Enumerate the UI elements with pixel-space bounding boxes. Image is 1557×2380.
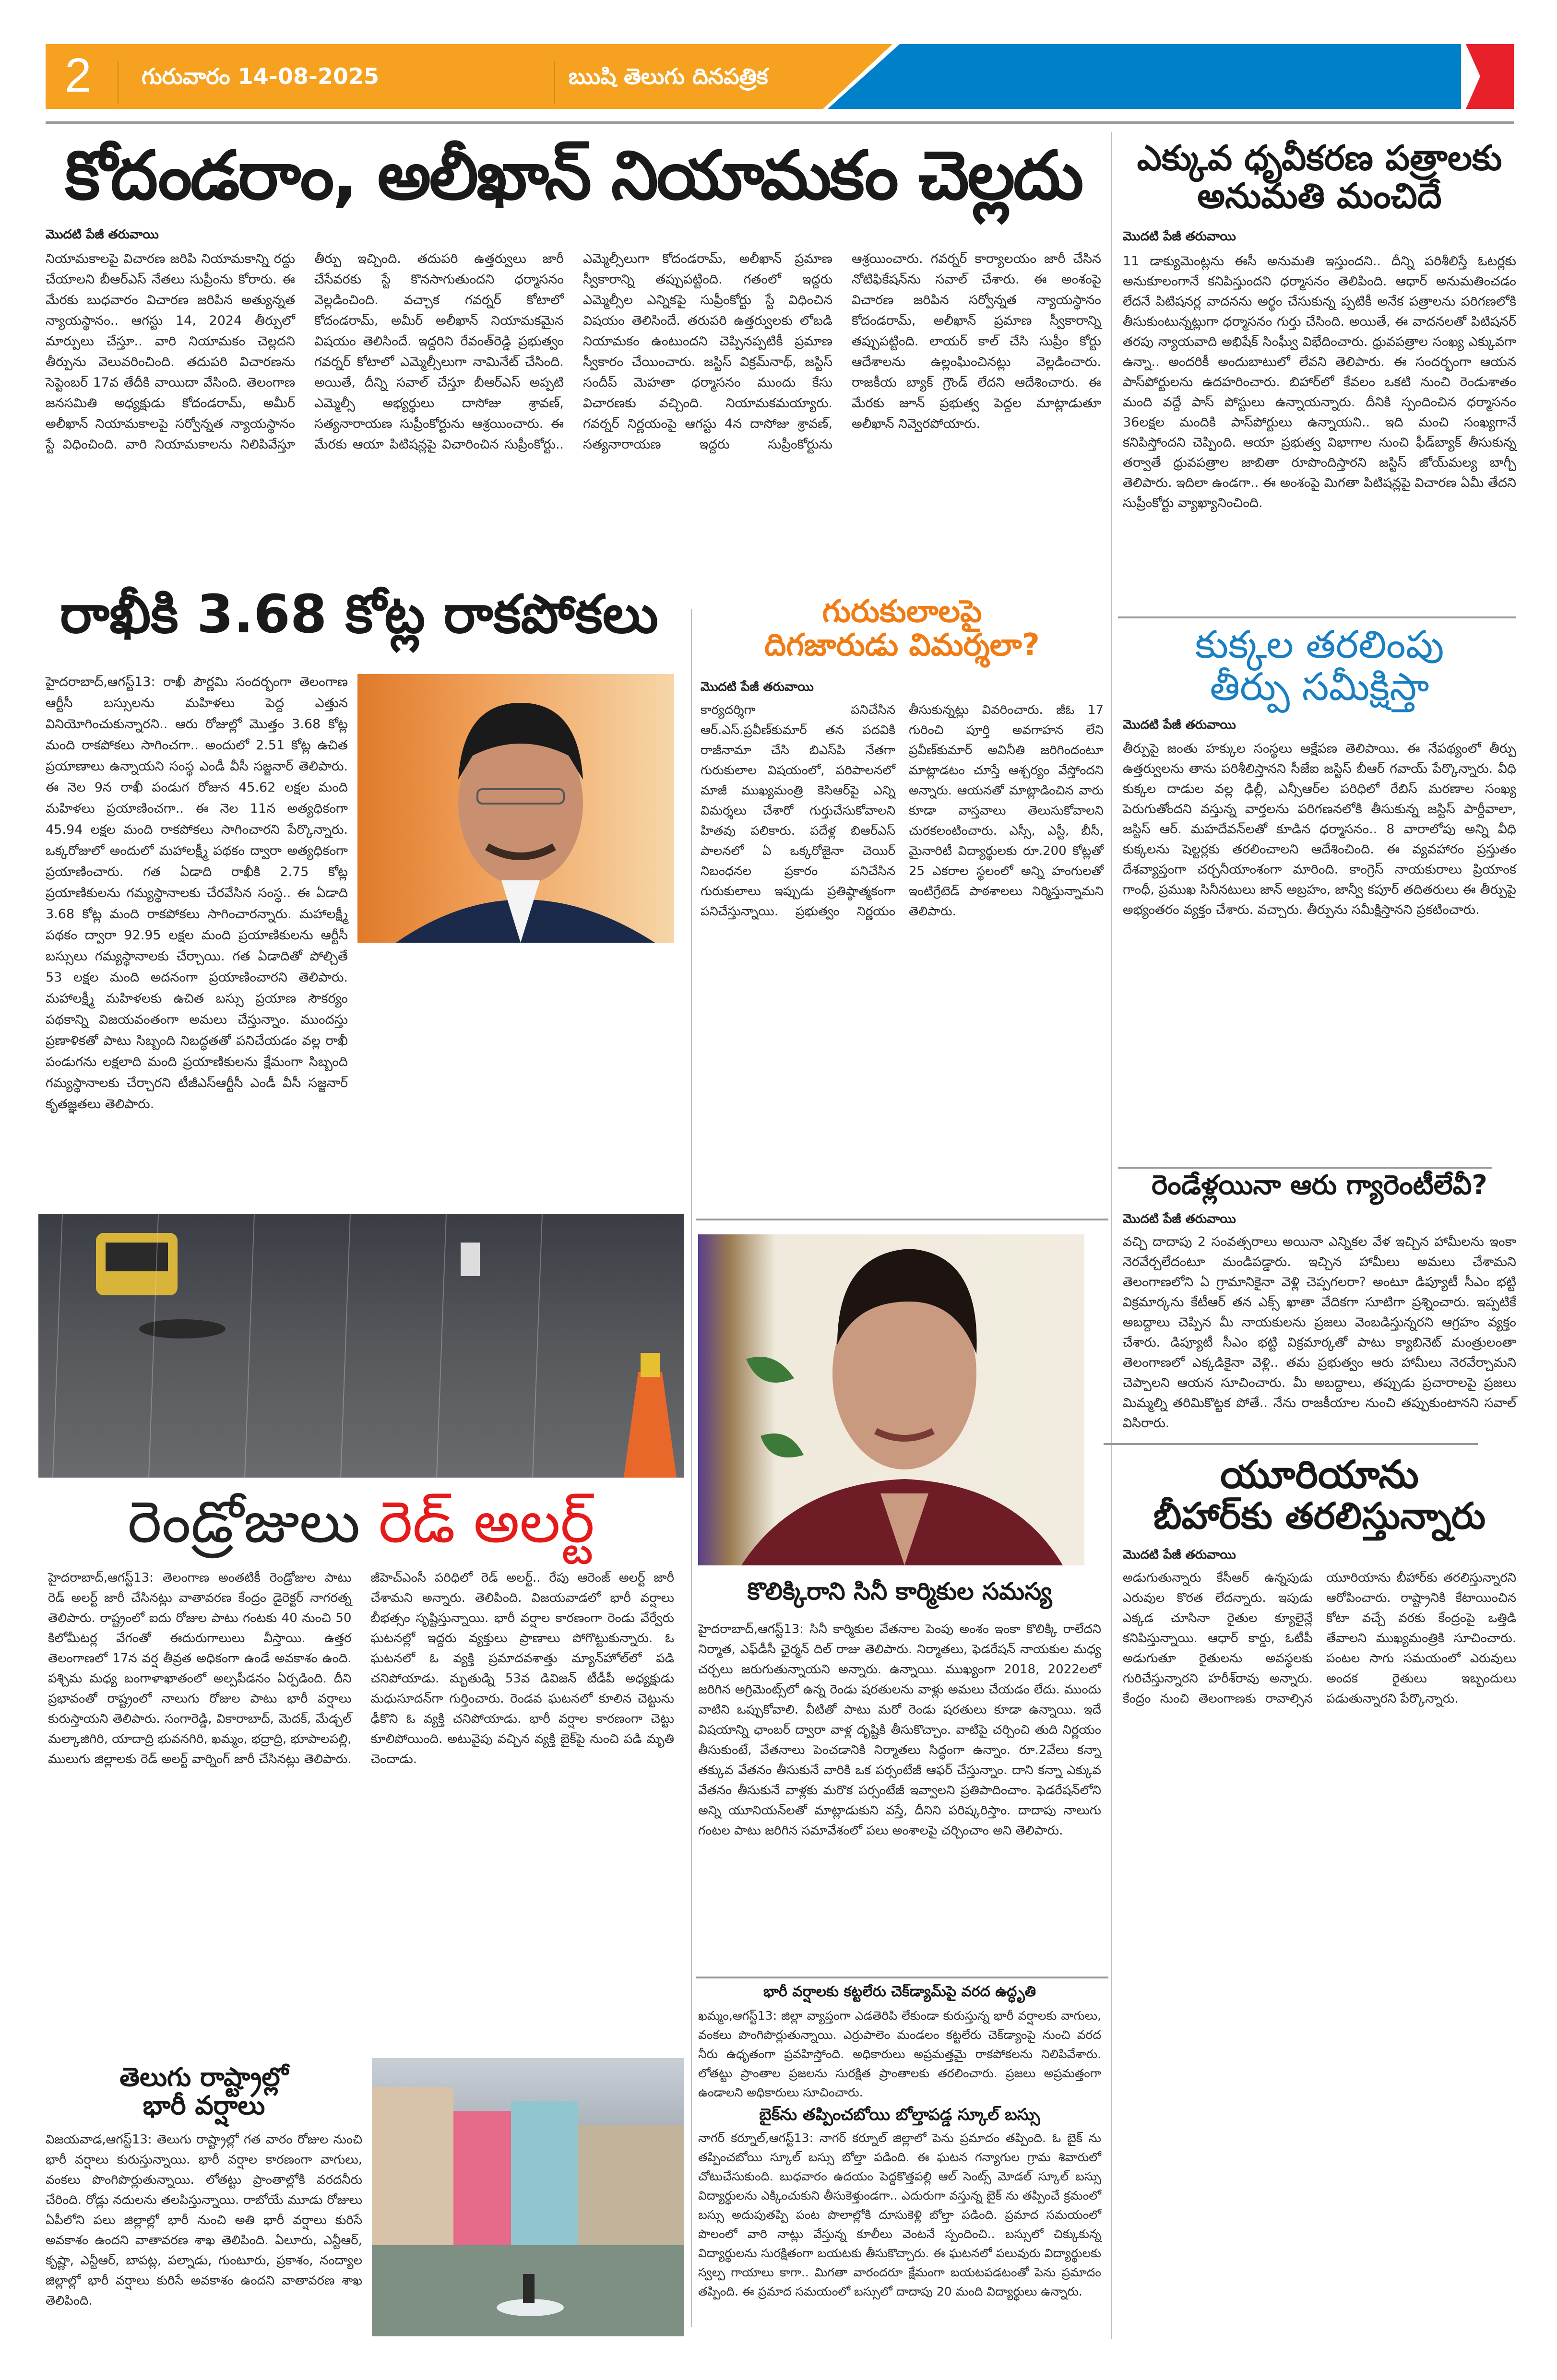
masthead-blue-band (828, 44, 1461, 109)
headline-line-2: బీహార్‌కు తరలిస్తున్నారు (1153, 1494, 1486, 1537)
page-number: 2 (65, 48, 92, 102)
headline-line-2: అనుమతి మంచిదే (1197, 176, 1442, 216)
masthead-red-arrow (1466, 44, 1514, 109)
headline-part-1: రెండ్రోజులు (127, 1489, 360, 1556)
rain-photo (38, 1214, 684, 1478)
headline-line-2: తీర్పు సమీక్షిస్తా (1210, 664, 1429, 709)
headline-line-1: ఎక్కువ ధృవీకరణ పత్రాలకు (1137, 138, 1502, 178)
column-divider (1111, 132, 1112, 2339)
section-rule (1118, 1167, 1492, 1169)
headline-line-2: భారీ వర్షాలు (143, 2090, 265, 2121)
continued-label: మొదటి పేజీ తరువాయి (1123, 1547, 1236, 1562)
article-telugu-states (46, 2063, 362, 2336)
issue-date: గురువారం 14-08-2025 (142, 63, 379, 89)
flooded-street-photo-icon (372, 2058, 684, 2336)
headline: రెండేళ్లయినా ఆరు గ్యారెంటీలేవీ? (1152, 1170, 1487, 1201)
article-body: హైదరాబాద్,ఆగస్ట్13: సినీ కార్మికుల వేతనాల పెంపు అంశం ఇంకా కొలిక్కి రాలేదని నిర్మాత, ఎఫ్‌డీసీ ఛైర్మన్ దిల్ రాజు తెలిపారు. నిర్మాతలు, ఫెడరేషన్ నాయకుల మధ్య చర్చలు జరుగుతున్నాయని అన్నారు. ఉన్నాయి. ముఖ్యంగా 2018, 2022లలో జరిగిన అగ్రిమెంట్స్‌లో ఉన్న రెండు షరతులను వాళ్లు అమలు చేయడం లేదు. ముందు వాటిని ఒప్పుకోవాలి. వీటితో పాటు మరో రెండు షరతులు కూడా ఉన్నాయి. ఇదే విషయాన్ని ఛాంబర్ ద్వారా వాళ్ల దృష్టికి తీసుకొచ్చాం. వాటిపై చర్చించి తుది నిర్ణయం తీసుకుంటే, వేతనాలు పెంచడానికి నిర్మాతలు సిద్ధంగా ఉన్నాం. రూ.2వేలు కన్నా తక్కువ వేతనం తీసుకునే వారికి ఒక పర్సంటేజీ ఆఫర్ చేస్తున్నాం. దాని కన్నా ఎక్కువ వేతనం తీసుకునే వాళ్లకు మరొక పర్సంటేజీ ఇవ్వాలని ప్రతిపాదించాం. ఫెడరేషన్‌లోని అన్ని యూనియన్‌లతో మాట్లాడుకుని వస్తే, దీనిని పరిష్కరిస్తాం. దాదాపు నాలుగు గంటల పాటు జరిగిన సమావేశంలో పలు అంశాలపై చర్చించాం అని తెలిపారు. (698, 1622, 1101, 1838)
article-dogs (1123, 624, 1516, 1161)
continued-label: మొదటి పేజీ తరువాయి (46, 227, 159, 242)
continued-label: మొదటి పేజీ తరువాయి (1123, 229, 1236, 244)
portrait-photo-icon (357, 674, 674, 943)
headline-line-1: తెలుగు రాష్ట్రాల్లో (119, 2062, 288, 2092)
continued-label: మొదటి పేజీ తరువాయి (1123, 1211, 1236, 1226)
column-divider (691, 609, 692, 2327)
article-body: వచ్చి దాదాపు 2 సంవత్సరాలు అయినా ఎన్నికల వేళ ఇచ్చిన హామీలను ఇంకా నెరవేర్చలేదంటూ మండిపడ్డారు. ఇచ్చిన హామీలు అమలు చేశామని తెలంగాణలోని ఏ గ్రామానికైనా వెళ్లి చెప్పగలరా? అంటూ డిప్యూటీ సీఎం భట్టి విక్రమార్కను కేటీఆర్ తన ఎక్స్ ఖాతా వేదికగా సూటిగా ప్రశ్నించారు. ఇప్పటికే అబద్దాలు చెప్పిన మీ నాయకులను ప్రజలు వెంబడిస్తున్నరని ఆగ్రహం వ్యక్తం చేశారు. డిప్యూటీ సీఎం భట్టి విక్రమార్కతో పాటు క్యాబినెట్ మంత్రులంతా తెలంగాణలో ఎక్కడికైనా వెళ్లి.. తమ ప్రభుత్వం ఆరు హామీలు నెరవేర్చామని చెప్పాలని ఆయన సూచించారు. మీ అబద్దాలు, తప్పుడు ప్రచారాలపై ప్రజలు మిమ్మల్ని తరిమికొట్టక పోతే.. నేను రాజకీయాల నుంచి తప్పుకుంటానని సవాల్ విసిరారు. (1123, 1234, 1516, 1431)
section-rule (1104, 1443, 1478, 1445)
article-body: నియామకాలపై విచారణ జరిపి నియామకాన్ని రద్దు చేయాలని బీఆర్ఎస్ నేతలు సుప్రీంను కోరారు. ఈ మేరకు బుధవారం విచారణ జరిపిన అత్యున్నత న్యాయస్థానం.. ఆగస్టు 14, 2024 తీర్పులో మార్పులు చేస్తూ.. వారి నియామకం చెల్లదని తీర్పును వెలువరించింది. తదుపరి విచారణను సెప్టెంబర్ 17వ తేదీకి వాయిదా వేసింది. తెలంగాణ జనసమితి అధ్యక్షుడు కోదండరామ్, అమీర్ అలీఖాన్ నియామకాలపై సర్వోన్నత న్యాయస్థానం స్టే విధించింది. వారి నియామకాలను నిలిపివేస్తూ తీర్పు ఇచ్చింది. తదుపరి ఉత్తర్వులు జారీ చేసేవరకు స్టే కొనసాగుతుందని ధర్మాసనం వెల్లడించింది. వచ్చాక గవర్నర్ కోటాలో కోదండరామ్, అమీర్ అలీఖాన్ నియామకమైన విషయం తెలిసిందే. ఇద్దరిని రేవంత్‌రెడ్డి ప్రభుత్వం గవర్నర్ కోటాలో ఎమ్మెల్సీలుగా నామినేట్ చేసింది. అయితే, దీన్ని సవాల్ చేస్తూ బీఆర్ఎస్ అప్పటి ఎమ్మెల్సీ అభ్యర్థులు దాసోజు శ్రావణ్, సత్యనారాయణ సుప్రీంకోర్టును ఆశ్రయించారు. ఈ మేరకు ఆయా పిటిషన్లపై విచారించిన సుప్రీంకోర్టు.. ఎమ్మెల్సీలుగా కోదండరామ్, అలీఖాన్ ప్రమాణ స్వీకారాన్ని తప్పుపట్టింది. గతంలో ఇద్దరు ఎమ్మెల్సీల ఎన్నికపై సుప్రీంకోర్టు స్టే విధించిన విషయం తెలిసిందే. తరుపరి ఉత్తర్వులకు లోబడి నియామకం ఉంటుందని చెప్పినప్పటికీ ప్రమాణ స్వీకారం చేయించారు. జస్టిస్ విక్రమ్‌నాథ్, జస్టిస్ సందీప్ మెహతా ధర్మాసనం ముందు కేసు విచారణకు వచ్చింది. నియామకమయ్యారు. గవర్నర్ నిర్ణయంపై ఆగస్టు 4న దాసోజు శ్రావణ్, సత్యనారాయణ ఇద్దరు సుప్రీంకోర్టును ఆశ్రయించారు. గవర్నర్ కార్యాలయం జారీ చేసిన నోటిఫికేషన్‌ను సవాల్ చేశారు. ఈ అంశంపై విచారణ జరిపిన సర్వోన్నత న్యాయస్థానం కోదండరామ్, అలీఖాన్ ప్రమాణ స్వీకారాన్ని తప్పుపట్టింది. లాయర్ కాల్ చేసి సుప్రీం కోర్టు ఆదేశాలను ఉల్లంఘించినట్లు వెల్లడించారు. రాజకీయ బ్యాక్ గ్రౌండ్ లేదని ఆదేశించారు. ఈ మేరకు జూన్ ప్రభుత్వ పెద్దల మాట్లాడుతూ అలీఖాన్ నివ్వెరపోయారు. (46, 251, 1101, 452)
headline: భారీ వర్షాలకు కట్టలేరు చెక్‌డ్యామ్‌పై వరద ఉద్ధృతి (763, 1983, 1036, 2000)
continued-label: మొదటి పేజీ తరువాయి (1123, 718, 1236, 732)
headline (38, 1482, 684, 1563)
masthead-divider (118, 61, 119, 104)
article-body: అడుగుతున్నారు కేసీఆర్ ఉన్నపుడు ఎరువుల కొరత లేదన్నారు. ఇపుడు ఎక్కడ చూసినా రైతుల క్యూలైన్లే కనిపిస్తున్నాయి. ఆధార్ కార్డు, ఓటీపీ అడుగుతూ రైతులను అవస్థలకు గురిచేస్తున్నారని హరీశ్‌రావు అన్నారు. కేంద్రం నుంచి తెలంగాణకు రావాల్సిన యూరియాను బీహార్‌కు తరలిస్తున్నారని ఆరోపించారు. రాష్ట్రానికి కేటాయించిన కోటా వచ్చే వరకు కేంద్రంపై ఒత్తిడి తేవాలని ముఖ్యమంత్రికి సూచించారు. పంటల సాగు సమయంలో ఎరువులు అందక రైతులు ఇబ్బందులు పడుతున్నారని పేర్కొన్నారు. (1123, 1570, 1516, 1706)
article-documents (1123, 139, 1516, 609)
article-urea (1123, 1454, 1516, 2336)
masthead-divider (554, 61, 555, 104)
headline-part-2: రెడ్ అలర్ట్ (378, 1489, 595, 1556)
article-kodandaram (46, 139, 1101, 571)
article-red-alert (38, 1482, 684, 2048)
article-gurukul (701, 595, 1104, 1209)
article-body: హైదరాబాద్,ఆగస్ట్13: తెలంగాణ అంతటికీ రెండ్రోజుల పాటు రెడ్ అలర్ట్ జారీ చేసినట్లు వాతావరణ కేంద్రం డైరెక్టర్ నాగరత్న తెలిపారు. రాష్ట్రంలో ఐదు రోజుల పాటు గంటకు 40 నుంచి 50 కిలోమీటర్ల వేగంతో ఈదురుగాలులు వీస్తాయి. ఉత్తర తెలంగాణలో 17న వర్ష తీవ్రత అధికంగా ఉండే అవకాశం ఉంది. పశ్చిమ మధ్య బంగాళాఖాతంలో అల్పపీడనం ఏర్పడింది. దీని ప్రభావంతో రాష్ట్రంలో నాలుగు రోజుల పాటు భారీ వర్షాలు కురుస్తాయని తెలిపారు. సంగారెడ్డి, వికారాబాద్, మెదక్, మేడ్చల్ మల్కాజిగిరి, యాదాద్రి భువనగిరి, ఖమ్మం, భద్రాద్రి, భూపాలపల్లి, ములుగు జిల్లాలకు రెడ్ అలర్ట్ వార్నింగ్ జారీ చేసినట్లు తెలిపారు. జీహెచ్ఎంసీ పరిధిలో రెడ్ అలర్ట్.. రేపు ఆరెంజ్ అలర్ట్ జారీ చేశామని అన్నారు. తెలిపింది. విజయవాడలో భారీ వర్షాలు బీభత్సం సృష్టిస్తున్నాయి. భారీ వర్షాల కారణంగా రెండు వేర్వేరు ఘటనల్లో ఇద్దరు వ్యక్తులు ప్రాణాలు పోగొట్టుకున్నారు. ఓ ఘటనలో ఓ వ్యక్తి ప్రమాదవశాత్తు మ్యాన్‌హోల్‌లో పడి చనిపోయాడు. మృతుడ్ని 53వ డివిజన్ టీడీపీ అధ్యక్షుడు మధుసూదన్‌గా గుర్తించారు. రెండవ ఘటనలో కూలిన చెట్టును ఢీకొని ఓ వ్యక్తి చనిపోయాడు. భారీ వర్షాల కారణంగా చెట్టు కూలిపోయింది. అటువైపు వచ్చిన వ్యక్తి బైక్‌పై నుంచి పడి మృతి చెందాడు. (48, 1571, 674, 1766)
article-body: నాగర్ కర్నూల్,ఆగస్ట్13: నాగర్ కర్నూల్ జిల్లాలో పెను ప్రమాదం తప్పింది. ఓ బైక్ ను తప్పించబోయి స్కూల్ బస్సు బోల్తా పడింది. ఈ ఘటన గన్యాగుల గ్రామ శివారులో చోటుచేసుకుంది. బుధవారం ఉదయం పెద్దకొత్తపల్లి ఆల్ సెంట్స్ మోడల్ స్కూల్ బస్సు విద్యార్థులను ఎక్కించుకుని తీసుకెళ్తుండగా.. ఎదురుగా వస్తున్న బైక్ ను తప్పించే క్రమంలో బస్సు అదుపుతప్పి పంట పొలాల్లోకి దూసుకెళ్లి బోల్తా పడింది. ప్రమాద సమయంలో పొలంలో వారి నాట్లు వేస్తున్న కూలీలు వెంటనే స్పందించి.. బస్సులో చిక్కుకున్న విద్యార్థులను సురక్షితంగా బయటకు తీసుకొచ్చారు. ఈ ఘటనలో పలువురు విద్యార్థులకు స్వల్ప గాయాలు కాగా.. మిగతా వారందరూ క్షేమంగా బయటపడటంతో పెను ప్రమాదం తప్పింది. ఈ ప్రమాద సమయంలో బస్సులో దాదాపు 20 మంది విద్యార్థులు ఉన్నారు. (698, 2131, 1101, 2299)
headline: కొలిక్కిరాని సినీ కార్మికుల సమస్య (747, 1577, 1052, 1605)
masthead (46, 44, 1514, 109)
article-cine-workers (698, 1578, 1101, 1967)
article-body: ఖమ్మం,ఆగస్ట్13: జిల్లా వ్యాప్తంగా ఎడతెరిపి లేకుండా కురుస్తున్న భారీ వర్షాలకు వాగులు, వంకలు పొంగిపొర్లుతున్నాయి. ఎర్రుపాలెం మండలం కట్టలేరు చెక్‌డ్యాంపై నుంచి వరద నీరు ఉధృతంగా ప్రవహిస్తోంది. అధికారులు అప్రమత్తమై రాకపోకలను నిలిపివేశారు. లోతట్టు ప్రాంతాల ప్రజలను సురక్షిత ప్రాంతాలకు తరలించారు. ప్రజలు అప్రమత్తంగా ఉండాలని అధికారులు సూచించారు. (698, 2009, 1101, 2099)
article-rakhi (46, 585, 684, 1204)
headline-line-1: యూరియాను (1220, 1452, 1419, 1497)
section-rule (1118, 616, 1516, 618)
article-body: కార్యదర్శిగా పనిచేసిన ఆర్.ఎస్.ప్రవీణ్‌కుమార్ తన పదవికి రాజీనామా చేసి బిఎస్‌పి నేతగా గురుకులాల విషయంలో, పరిపాలనలో మాజీ ముఖ్యమంత్రి కెసిఆర్‌పై ఎన్ని విమర్శలు చేశారో గుర్తుచేసుకోవాలని హితవు పలికారు. పదేళ్ల బిఆర్ఎస్ పాలనలో ఏ ఒక్కరోజైనా చెయిర్ నిబంధనల ప్రకారం పనిచేసిన గురుకులాలు ఇప్పుడు ప్రతిష్ఠాత్మకంగా పనిచేస్తున్నాయి. ప్రభుత్వం నిర్ణయం తీసుకున్నట్లు వివరించారు. జీఓ 17 గురించి పూర్తి అవగాహన లేని ప్రవీణ్‌కుమార్ అవినీతి జరిగిందంటూ మాట్లాడటం చూస్తే ఆశ్చర్యం వేస్తోందని అన్నారు. ఆయనతో మాట్లాడించిన వారు కూడా వాస్తవాలు తెలుసుకోవాలని చురకలంటించారు. ఎస్సీ, ఎస్టీ, బీసీ, మైనారిటీ విద్యార్థులకు రూ.200 కోట్లతో 25 ఎకరాల స్థలంలో అన్ని హంగులతో ఇంటిగ్రేటెడ్ పాఠశాలలు నిర్మిస్తున్నామని తెలిపారు. (701, 702, 1104, 919)
article-body: హైదరాబాద్,ఆగస్ట్13: రాఖీ పౌర్ణమి సందర్భంగా తెలంగాణ ఆర్టీసీ బస్సులను మహిళలు పెద్ద ఎత్తున వినియోగించుకున్నారని.. ఆరు రోజుల్లో మొత్తం 3.68 కోట్ల మంది రాకపోకలు సాగించగా.. అందులో 2.51 కోట్ల ఉచిత ప్రయాణాలు ఉన్నాయని సంస్థ ఎండీ వీసీ సజ్జనార్ తెలిపారు. ఈ నెల 9న రాఖీ పండుగ రోజున 45.62 లక్షల మంది మహిళలు ప్రయాణించగా.. ఈ నెల 11న అత్యధికంగా 45.94 లక్షల మంది రాకపోకలు సాగించారని పేర్కొన్నారు. ఒక్కరోజులో అందులో మహాలక్ష్మీ పథకం ద్వారా అత్యధికంగా ప్రయాణించారు. గత ఏడాది రాఖీకి 2.75 కోట్ల ప్రయాణికులను గమ్యస్థానాలకు చేరవేసిన సంస్థ.. ఈ ఏడాది 3.68 కోట్ల మంది రాకపోకలు సాగించారన్నారు. మహాలక్ష్మీ పథకం ద్వారా 92.95 లక్షల మంది ప్రయాణికులను ఆర్టీసీ బస్సులు గమ్యస్థానాలకు చేర్చాయి. గత ఏడాదితో పోల్చితే 53 లక్షల మంది అదనంగా ప్రయాణించారని తెలిపారు. మహాలక్ష్మీ మహిళలకు ఉచిత బస్సు ప్రయాణ సౌకర్యం పథకాన్ని విజయవంతంగా అమలు చేస్తున్నాం. ముందస్తు ప్రణాళికతో పాటు సిబ్బంది నిబద్ధతతో పనిచేయడం వల్ల రాఖీ పండుగను లక్షలాది మంది ప్రయాణికులను క్షేమంగా సిబ్బంది గమ్యస్థానాలకు చేర్చారని టీజీఎస్ఆర్టీసీ ఎండీ వీసీ సజ్జనార్ కృతజ్ఞతలు తెలిపారు. (46, 675, 348, 1112)
rain-street-photo-icon (38, 1214, 684, 1478)
article-body: 11 డాక్యుమెంట్లను ఈసీ అనుమతి ఇస్తుందని.. దీన్ని పరిశీలిస్తే ఓటర్లకు అనుకూలంగానే కనిపిస్తుందని ధర్మాసనం తెలిపింది. ఆధార్ అనుమతించడం లేదనే పిటిషనర్ల వాదనను అర్థం చేసుకున్న ప్పటికీ అనేక పత్రాలను పరిగణలోకి తీసుకుంటున్నట్లుగా ధర్మాసనం గుర్తు చేసింది. అయితే, ఈ వాదనలతో పిటిషనర్ తరపు న్యాయవాది అభిషేక్ సింఘ్వీ విభేదించారు. ధ్రువపత్రాల సంఖ్య ఎక్కువగా ఉన్నా.. అందరికీ అందుబాటులో లేవని తెలిపారు. ఈ సందర్భంగా ఆయన పాస్‌పోర్టులను ఉదహరించారు. బిహార్‌లో కేవలం ఒకటి నుంచి రెండుశాతం మంది వద్దే పాస్ పోస్టులు ఉన్నాయన్నారు. దీనికి స్పందించిన ధర్మాసనం 36లక్షల మందికి పాస్‌పోర్టులు ఉన్నాయని.. ఇది మంచి సంఖ్యగానే కనిపిస్తోందని చెప్పింది. ఆయా ప్రభుత్వ విభాగాల నుంచి ఫీడ్‌బ్యాక్ తీసుకున్న తర్వాతే ధ్రువపత్రాల జాబితా రూపొందిస్తారని జస్టిస్ జోయ్‌మల్య బాగ్చీ తెలిపారు. ఇదిలా ఉండగా.. ఈ అంశంపై మిగతా పిటిషన్లపై విచారణ ఏమీ తేదని సుప్రీంకోర్టు వ్యాఖ్యానించింది. (1123, 254, 1516, 511)
headline: బైక్‌ను తప్పించబోయి బోల్తాపడ్డ స్కూల్ బస్సు (759, 2105, 1040, 2124)
headline-line-1: కుక్కల తరలింపు (1195, 622, 1444, 667)
paper-name: ఋషి తెలుగు దినపత్రిక (569, 63, 768, 89)
article-flood-checkdam (698, 1983, 1101, 2099)
header-rule (46, 121, 1514, 124)
article-school-bus (698, 2106, 1101, 2336)
headline-line-2: దిగజారుడు విమర్శలా? (764, 628, 1040, 663)
headline: కోదండరాం, అలీఖాన్ నియామకం చెల్లదు (65, 137, 1082, 215)
article-body: తీర్పుపై జంతు హక్కుల సంస్థలు ఆక్షేపణ తెలిపాయి. ఈ నేపథ్యంలో తీర్పు ఉత్తర్వులను తాను పరిశీలిస్తానని సీజేఐ జస్టిస్ బీఆర్ గవాయ్ పేర్కొన్నారు. వీధి కుక్కల దాడుల వల్ల ఢిల్లీ, ఎన్సీఆర్‌ల పరిధిలో రేబిస్ మరణాల సంఖ్య పెరుగుతోందని వస్తున్న వార్తలను పరిగణనలోకి తీసుకున్న జస్టిస్ పార్దీవాలా, జస్టిస్ ఆర్. మహదేవన్‌లతో కూడిన ధర్మాసనం.. 8 వారాలోపు అన్ని వీధి కుక్కలను షెల్టర్లకు తరలించాలని ఆదేశించింది. ఈ వ్యవహారం ప్రస్తుతం దేశవ్యాప్తంగా చర్చనీయాంశంగా మారింది. కాంగ్రెస్ నాయకురాలు ప్రియాంక గాంధీ, ప్రముఖ సినీనటులు జాన్ అబ్రహం, జాన్వీ కపూర్ తదితరులు ఈ తీర్పుపై అభ్యంతరం వ్యక్తం చేశారు. వచ్చారు. తీర్పును సమీక్షిస్తానని ప్రకటించారు. (1123, 741, 1516, 917)
headline-line-1: గురుకులాలపై (822, 594, 982, 629)
dilraju-photo (698, 1234, 1084, 1565)
section-rule (696, 1219, 1108, 1220)
sajjanar-photo (357, 674, 674, 943)
article-body: విజయవాడ,ఆగస్ట్13: తెలుగు రాష్ట్రాల్లో గత వారం రోజుల నుంచి భారీ వర్షాలు కురుస్తున్నాయి. భారీ వర్షాల కారణంగా వాగులు, వంకలు పొంగిపొర్లుతున్నాయి. లోతట్టు ప్రాంతాల్లోకి వరదనీరు చేరింది. రోడ్లు నదులను తలపిస్తున్నాయి. రాబోయే మూడు రోజులు ఏపీలోని పలు జిల్లాల్లో భారీ నుంచి అతి భారీ వర్షాలు కురిసే అవకాశం ఉందని వాతావరణ శాఖ తెలిపింది. ఏలూరు, ఎన్టీఆర్, కృష్ణా, ఎన్టీఆర్, బాపట్ల, పల్నాడు, గుంటూరు, ప్రకాశం, నంద్యాల జిల్లాల్లో భారీ వర్షాలు కురిసే అవకాశం ఉందని వాతావరణ శాఖ తెలిపింది. (46, 2132, 362, 2308)
article-guarantees (1123, 1171, 1516, 1439)
flood-photo (372, 2058, 684, 2336)
portrait-photo-icon (698, 1234, 1084, 1565)
headline: రాఖీకి 3.68 కోట్ల రాకపోకలు (60, 583, 658, 645)
section-rule (696, 1977, 1108, 1978)
continued-label: మొదటి పేజీ తరువాయి (701, 679, 814, 694)
